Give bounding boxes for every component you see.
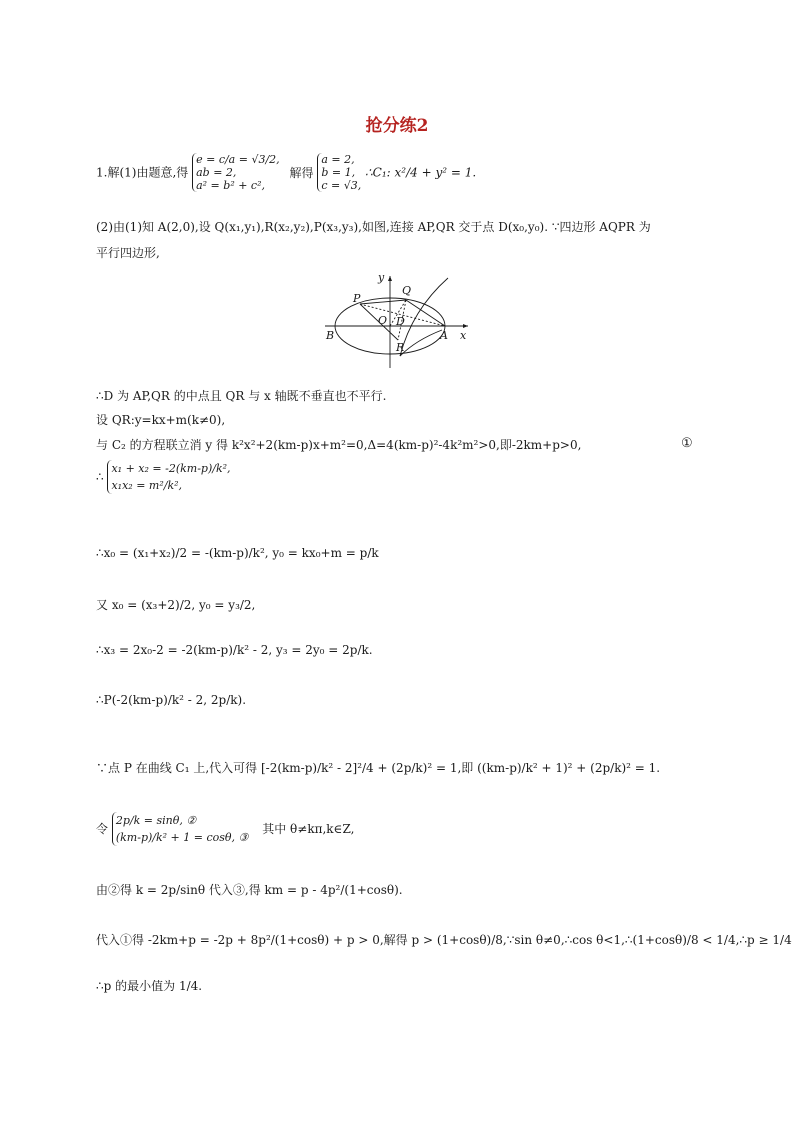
substitution-line: ∵点 P 在曲线 C₁ 上,代入可得 [-2(km-p)/k² - 2]²/4 + (2p/k)² = 1,即 ((km-p)/k² + 1)² + (2p/k)² = 1. [96,761,661,775]
label-q: Q [402,284,412,297]
x-arrow [463,324,468,328]
point-p: ∴P(-2(km-p)/k² - 2, 2p/k). [96,693,247,707]
ellipse-figure [320,270,480,370]
vieta-product: x₁x₂ = m²/k², [111,479,183,492]
trig-eq3: (km-p)/k² + 1 = cosθ, ③ [115,831,249,844]
solve-label: 解得 [289,165,314,180]
discriminant-line: 与 C₂ 的方程联立消 y 得 k²x²+2(km-p)x+m²=0,Δ=4(km-p)²-4k²m²>0,即-2km+p>0, [96,438,582,452]
page-title: 抢分练2 [365,116,429,136]
vieta-sum: x₁ + x₂ = -2(km-p)/k², [111,462,231,475]
sys1-eq3: a² = b² + c², [196,179,265,192]
label-a: A [440,329,448,342]
ellipse-equation: ∴C₁: x²/4 + y² = 1. [365,165,477,180]
p-minimum: ∴p 的最小值为 1/4. [96,979,203,993]
let-label: 令 [96,822,109,836]
midpoint-p-relation: 又 x₀ = (x₃+2)/2, y₀ = y₃/2, [96,598,256,612]
theta-condition: 其中 θ≠kπ,k∈Z, [262,822,355,836]
label-r: R [396,341,405,354]
trig-eq2: 2p/k = sinθ, ② [115,814,197,827]
label-p: P [353,292,361,305]
p-inequality: 代入①得 -2km+p = -2p + 8p²/(1+cosθ) + p > 0,解得 p > (1+cosθ)/8,∵sin θ≠0,∴cos θ<1,∴(1+cosθ)/8 < 1/4,∴p ≥ 1/4 [96,933,792,947]
line-qr-equation: 设 QR:y=kx+m(k≠0), [96,413,226,427]
sys1-eq1: e = c/a = √3/2, [196,153,280,166]
midpoint-line: ∴D 为 AP,QR 的中点且 QR 与 x 轴既不垂直也不平行. [96,389,387,403]
part1-line [96,153,476,192]
part1-solution [317,153,361,192]
label-d: D [396,315,405,328]
p-coords: ∴x₃ = 2x₀-2 = -2(km-p)/k² - 2, y₃ = 2y₀ = 2p/k. [96,643,373,657]
label-y: y [378,271,385,284]
label-x: x [460,329,467,342]
curve-c2-lower [400,330,442,356]
trig-system [112,812,249,846]
sys2-eq1: a = 2, [321,153,355,166]
sys1-eq2: ab = 2, [196,166,237,179]
part2-line1: (2)由(1)知 A(2,0),设 Q(x₁,y₁),R(x₂,y₂),P(x₃,y₃),如图,连接 AP,QR 交于点 D(x₀,y₀). ∵四边形 AQPR 为 [96,220,651,234]
label-b: B [326,329,335,342]
sys2-eq3: c = √3, [321,179,362,192]
sys2-eq2: b = 1, [321,166,356,179]
vieta-line: ∴ x₁ + x₂ = -2(km-p)/k², x₁x₂ = m²/k², [96,462,231,492]
k-substitution: 由②得 k = 2p/sinθ 代入③,得 km = p - 4p²/(1+cosθ). [96,883,403,897]
trig-substitution [96,812,354,846]
part1-lead: 1.解(1)由题意,得 [96,165,189,180]
midpoint-coords: ∴x₀ = (x₁+x₂)/2 = -(km-p)/k², y₀ = kx₀+m = p/k [96,546,379,560]
part1-system [192,153,280,192]
label-o: O [378,314,388,327]
part2-line2: 平行四边形, [96,246,160,260]
tag-1: ① [681,436,693,451]
y-arrow [388,276,392,281]
vieta-system [107,460,230,494]
